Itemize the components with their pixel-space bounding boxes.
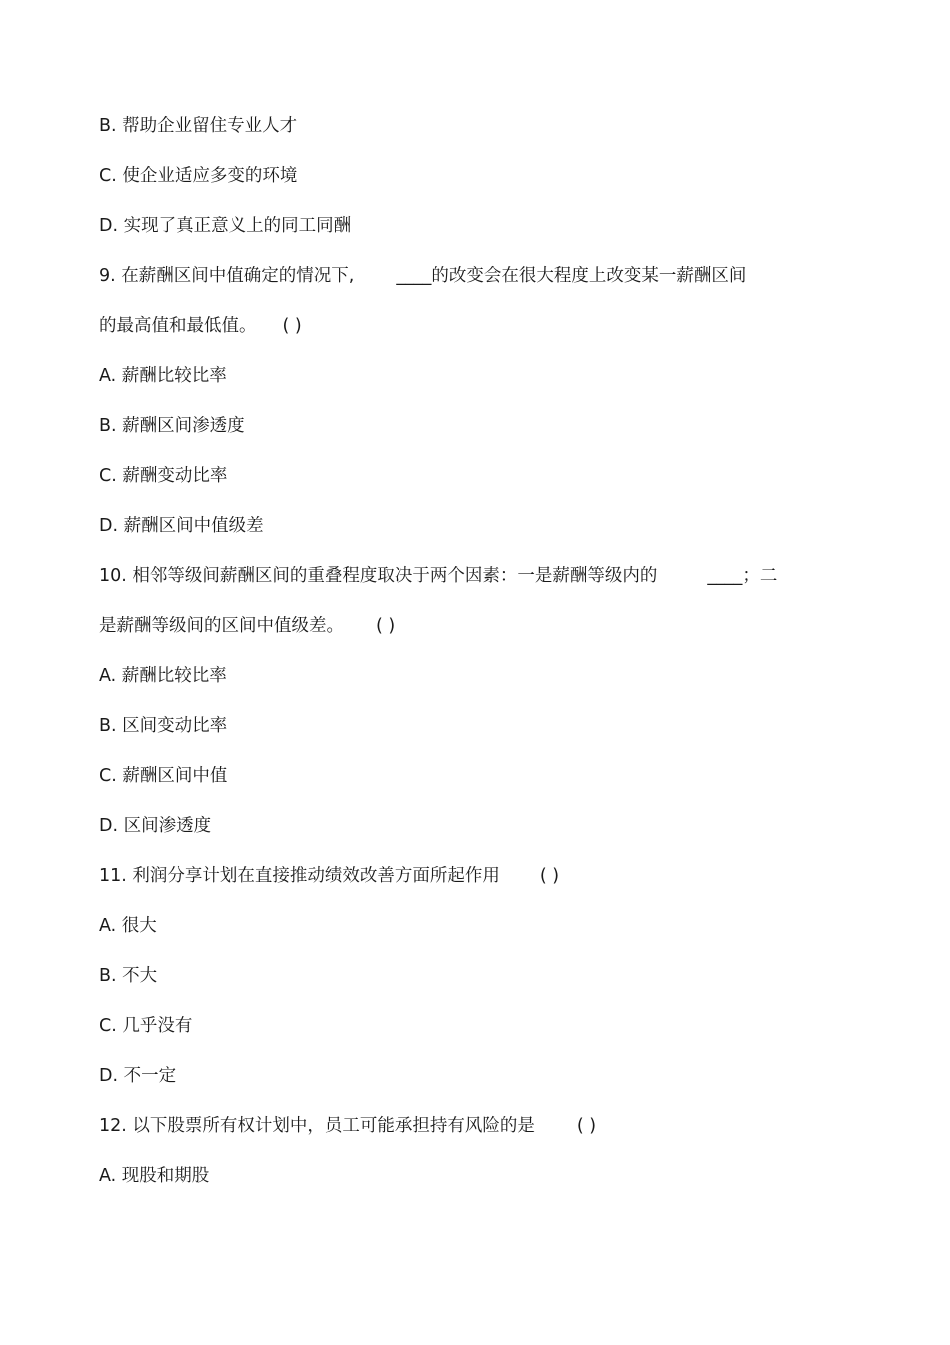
option-text: C. 使企业适应多变的环境 [99, 166, 298, 186]
option-text: A. 很大 [99, 916, 157, 936]
option-8d [99, 214, 351, 238]
option-12a [99, 1164, 209, 1188]
option-11b [99, 964, 157, 988]
answer-bracket: ( ) [539, 866, 560, 886]
question-9-line-1 [99, 264, 746, 288]
question-11 [99, 864, 559, 888]
option-9d [99, 514, 264, 538]
question-text: 11. 利润分享计划在直接推动绩效改善方面所起作用 [99, 866, 500, 886]
question-text: 的最高值和最低值。 [99, 316, 257, 336]
option-10b [99, 714, 227, 738]
option-8c [99, 164, 297, 188]
option-9a [99, 364, 227, 388]
option-11d [99, 1064, 176, 1088]
option-text: D. 不一定 [99, 1066, 177, 1086]
question-text: 9. 在薪酬区间中值确定的情况下, [99, 266, 355, 286]
question-text-blank: ____；二 [707, 566, 778, 586]
question-text: 是薪酬等级间的区间中值级差。 [99, 616, 344, 636]
question-10-line-1 [99, 564, 777, 588]
option-text: D. 区间渗透度 [99, 816, 212, 836]
option-text: B. 薪酬区间渗透度 [99, 416, 245, 436]
option-11a [99, 914, 157, 938]
option-10a [99, 664, 227, 688]
option-9c [99, 464, 227, 488]
question-text: 12. 以下股票所有权计划中，员工可能承担持有风险的是 [99, 1116, 535, 1136]
answer-bracket: ( ) [282, 316, 302, 336]
option-8b [99, 114, 297, 138]
option-9b [99, 414, 245, 438]
option-text: B. 帮助企业留住专业人才 [99, 116, 298, 136]
option-text: C. 几乎没有 [99, 1016, 193, 1036]
option-10c [99, 764, 227, 788]
answer-bracket: ( ) [576, 1116, 597, 1136]
question-9-line-2 [99, 314, 302, 338]
option-text: C. 薪酬区间中值 [99, 766, 228, 786]
option-text: D. 薪酬区间中值级差 [99, 516, 264, 536]
option-text: A. 薪酬比较比率 [99, 366, 227, 386]
question-12 [99, 1114, 596, 1138]
option-11c [99, 1014, 192, 1038]
option-text: A. 现股和期股 [99, 1166, 210, 1186]
question-text: 10. 相邻等级间薪酬区间的重叠程度取决于两个因素：一是薪酬等级内的 [99, 566, 658, 586]
answer-bracket: ( ) [376, 616, 396, 636]
option-text: C. 薪酬变动比率 [99, 466, 228, 486]
option-text: A. 薪酬比较比率 [99, 666, 227, 686]
option-text: B. 区间变动比率 [99, 716, 228, 736]
question-text-blank: ____的改变会在很大程度上改变某一薪酬区间 [396, 266, 747, 286]
question-10-line-2 [99, 614, 395, 638]
option-text: B. 不大 [99, 966, 158, 986]
option-10d [99, 814, 211, 838]
option-text: D. 实现了真正意义上的同工同酬 [99, 216, 352, 236]
